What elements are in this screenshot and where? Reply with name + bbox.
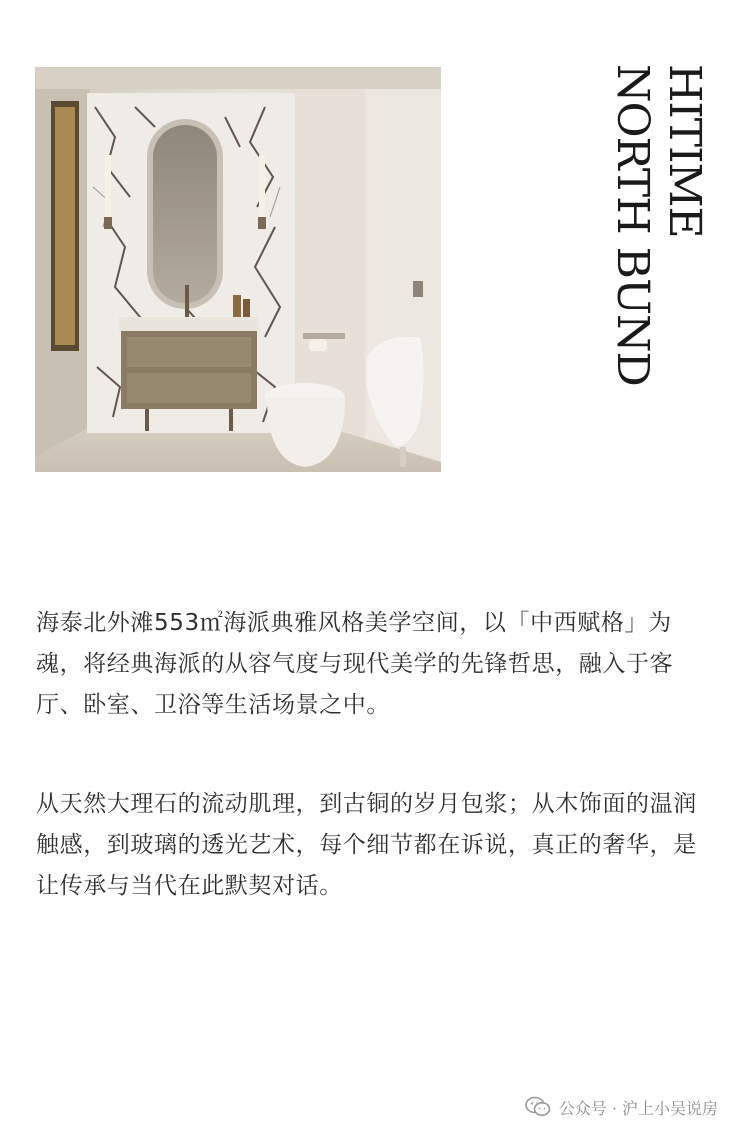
footer-attribution[interactable] <box>525 1093 718 1121</box>
description-paragraph-2: 从天然大理石的流动肌理，到古铜的岁月包浆；从木饰面的温润触感，到玻璃的透光艺术，每个细节都在诉说，真正的奢华，是让传承与当代在此默契对话。 <box>36 791 697 899</box>
title-line-hitime: HITIME <box>659 64 710 238</box>
description-paragraph-1: 海泰北外滩553㎡海派典雅风格美学空间，以「中西赋格」为魂，将经典海派的从容气度与现代美学的先锋哲思，融入于客厅、卧室、卫浴等生活场景之中。 <box>36 610 674 718</box>
footer-label: 公众号 · 沪上小吴说房 <box>558 1098 718 1118</box>
title-line-north-bund: NORTH BUND <box>607 64 658 386</box>
vertical-title <box>600 64 710 424</box>
bathroom-illustration <box>35 67 441 472</box>
wechat-icon <box>525 1096 551 1118</box>
bathroom-photo <box>35 67 441 472</box>
